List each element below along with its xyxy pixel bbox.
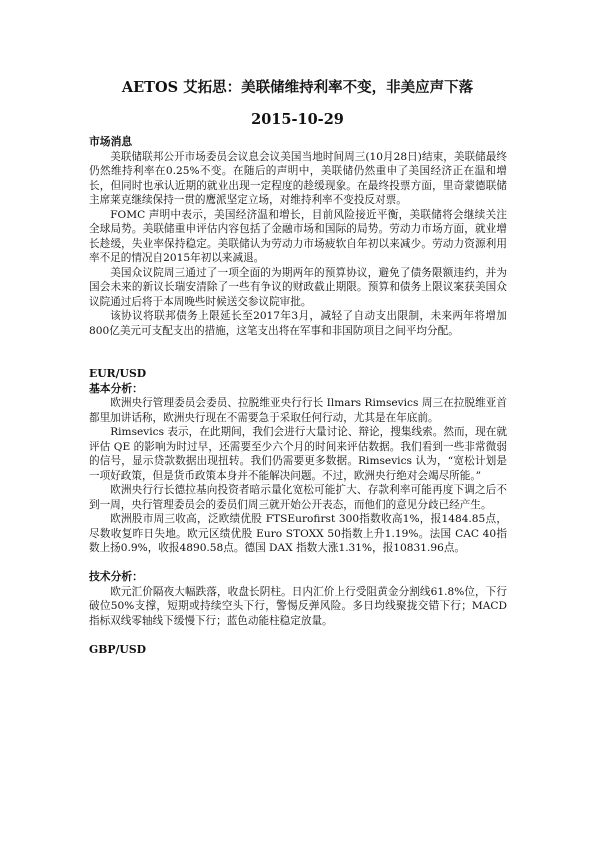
document-date: 2015-10-29 — [251, 111, 344, 128]
eurusd-fundamental-paragraph: Rimsevics 表示，在此期间，我们会进行大量讨论、辩论，搜集线索。然而，现在就评估 QE 的影响为时过早，还需要至少六个月的时间来评估数据。我们看到一些非常微弱的信号，显示贷款数据出现扭转。我们仍需要更多数据。Rimsevics 认为，“宽松计划是一项好政策，但是货币政策本身并不能解决问题。不过，欧洲央行绝对会竭尽所能。” — [89, 426, 507, 482]
document-body — [89, 135, 507, 657]
market-news-paragraph: 美国众议院周三通过了一项全面的为期两年的预算协议，避免了债务限额违约，并为国会未来的新议长瑞安清除了一些有争议的财政截止期限。预算和债务上限议案获美国众议院通过后将于本周晚些时候送交参议院审批。 — [89, 266, 507, 308]
eurusd-fundamental-paragraph: 欧洲央行管理委员会委员、拉脱维亚央行行长 Ilmars Rimsevics 周三在拉脱维亚首都里加讲话称，欧洲央行现在不需要急于采取任何行动，尤其是在年底前。 — [89, 397, 507, 424]
section-spacer — [89, 556, 507, 571]
market-news-paragraph: 该协议将联邦债务上限延长至2017年3月，减轻了自动支出限制，未来两年将增加800亿美元可支配支出的措施，这笔支出将在军事和非国防项目之间平均分配。 — [89, 310, 507, 337]
eurusd-pair-heading: EUR/USD — [89, 367, 147, 380]
eurusd-fundamental-paragraph: 欧洲股市周三收高，泛欧绩优股 FTSEurofirst 300指数收高1%，报1484.85点，尽数收复昨日失地。欧元区绩优股 Euro STOXX 50指数上升1.19%。法国 CAC 40指数上扬0.9%，收报4890.58点。德国 DAX 指数大涨1.31%，报10831.96点。 — [89, 513, 507, 554]
gbpusd-pair-heading: GBP/USD — [89, 642, 146, 656]
eurusd-technical-paragraph: 欧元汇价隔夜大幅跌落，收盘长阴柱。日内汇价上行受阻黄金分割线61.8%位，下行破位50%支撑，短期或持续空头下行，警惕反弹风险。多日均线聚拢交错下行；MACD 指标双线零轴线下缓慢下行；蓝色动能柱稳定放量。 — [89, 585, 507, 627]
eurusd-technical-heading: 技术分析： — [89, 570, 143, 583]
section-spacer — [89, 628, 507, 643]
eurusd-fundamental-paragraph: 欧洲央行行长德拉基向投资者暗示量化宽松可能扩大、存款利率可能再度下调之后不到一周，央行管理委员会的委员们周三就开始公开表态，而他们的意见分歧已经产生。 — [89, 484, 507, 511]
market-news-paragraph: FOMC 声明中表示，美国经济温和增长，目前风险接近平衡，美联储将会继续关注全球局势。美联储重申评估内容包括了金融市场和国际的局势。劳动力市场方面，就业增长趁缓，失业率保持稳定。美联储认为劳动力市场疲软自年初以来减少。劳动力资源利用率不足的情况自2015年初以来减退。 — [89, 208, 507, 264]
section-spacer — [89, 338, 507, 367]
eurusd-fundamental-heading: 基本分析： — [89, 381, 143, 395]
market-news-heading: 市场消息 — [89, 135, 133, 148]
document-title: AETOS 艾拓思：美联储维持利率不变，非美应声下落 — [121, 79, 474, 96]
market-news-paragraph: 美联储联邦公开市场委员会议息会议美国当地时间周三(10月28日)结束，美联储最终仍然维持利率在0.25%不变。在随后的声明中，美联储仍然重申了美国经济正在温和增长，但同时也承认近期的就业出现一定程度的趁缓现象。在最终投票方面，里奇蒙德联储主席莱克继续保持一贯的鹰派坚定立场，对维持利率不变投反对票。 — [89, 150, 507, 206]
